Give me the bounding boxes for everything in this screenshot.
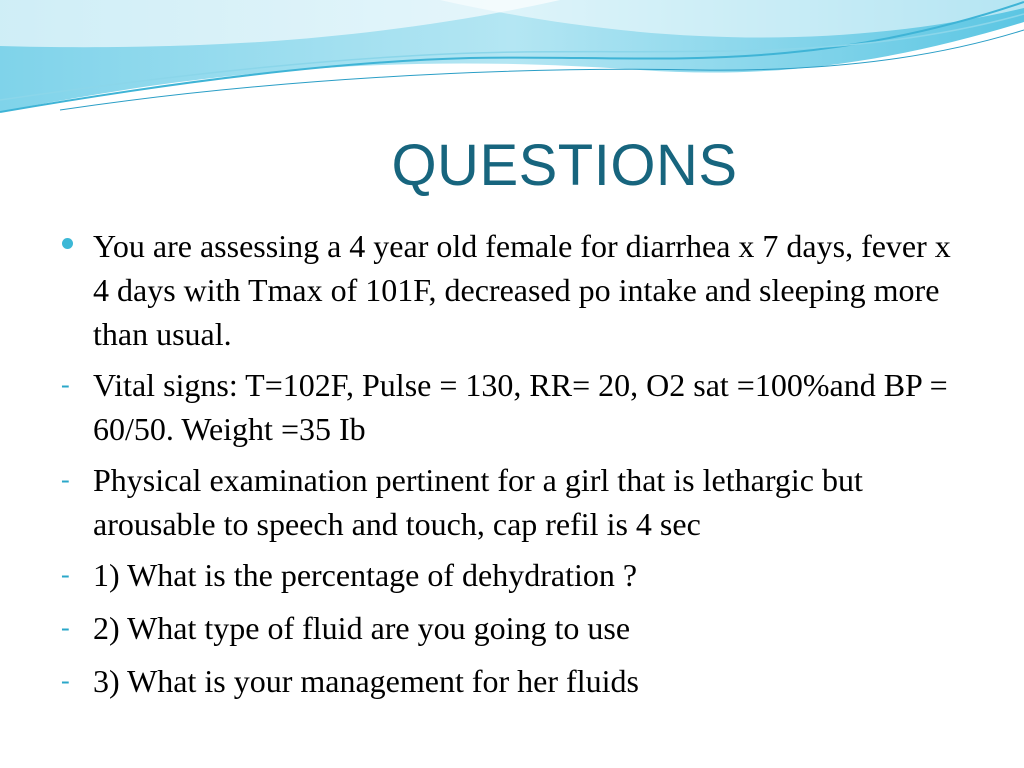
list-item-text: 3) What is your management for her fluids <box>93 663 639 699</box>
list-item <box>60 224 960 356</box>
slide-title: QUESTIONS <box>391 133 738 198</box>
list-item-text: 2) What type of fluid are you going to use <box>93 610 631 646</box>
dash-marker: - <box>61 613 70 642</box>
bullet-marker <box>60 224 84 268</box>
dash-marker: - <box>61 465 70 494</box>
list-item <box>60 659 960 703</box>
bullet-dot-icon <box>62 238 73 249</box>
bullet-marker <box>60 363 84 407</box>
list-item <box>60 363 960 451</box>
list-item <box>60 458 960 546</box>
dash-marker: - <box>61 370 70 399</box>
list-item-text: 1) What is the percentage of dehydration ? <box>93 557 638 593</box>
list-item <box>60 606 960 650</box>
header-wave-decoration <box>0 0 1024 130</box>
bullet-marker <box>60 458 84 502</box>
dash-marker: - <box>61 560 70 589</box>
list-item-text: You are assessing a 4 year old female for diarrhea x 7 days, fever x 4 days with Tmax of 101F, decreased po intake and sleeping more than usual. <box>93 228 951 352</box>
bullet-marker <box>60 553 84 597</box>
list-item <box>60 553 960 597</box>
list-item-text: Vital signs: T=102F, Pulse = 130, RR= 20, O2 sat =100%and BP = 60/50. Weight =35 Ib <box>93 367 948 447</box>
question-list <box>60 224 960 712</box>
bullet-marker <box>60 659 84 703</box>
dash-marker: - <box>61 666 70 695</box>
bullet-marker <box>60 606 84 650</box>
list-item-text: Physical examination pertinent for a girl that is lethargic but arousable to speech and touch, cap refil is 4 sec <box>93 462 863 542</box>
